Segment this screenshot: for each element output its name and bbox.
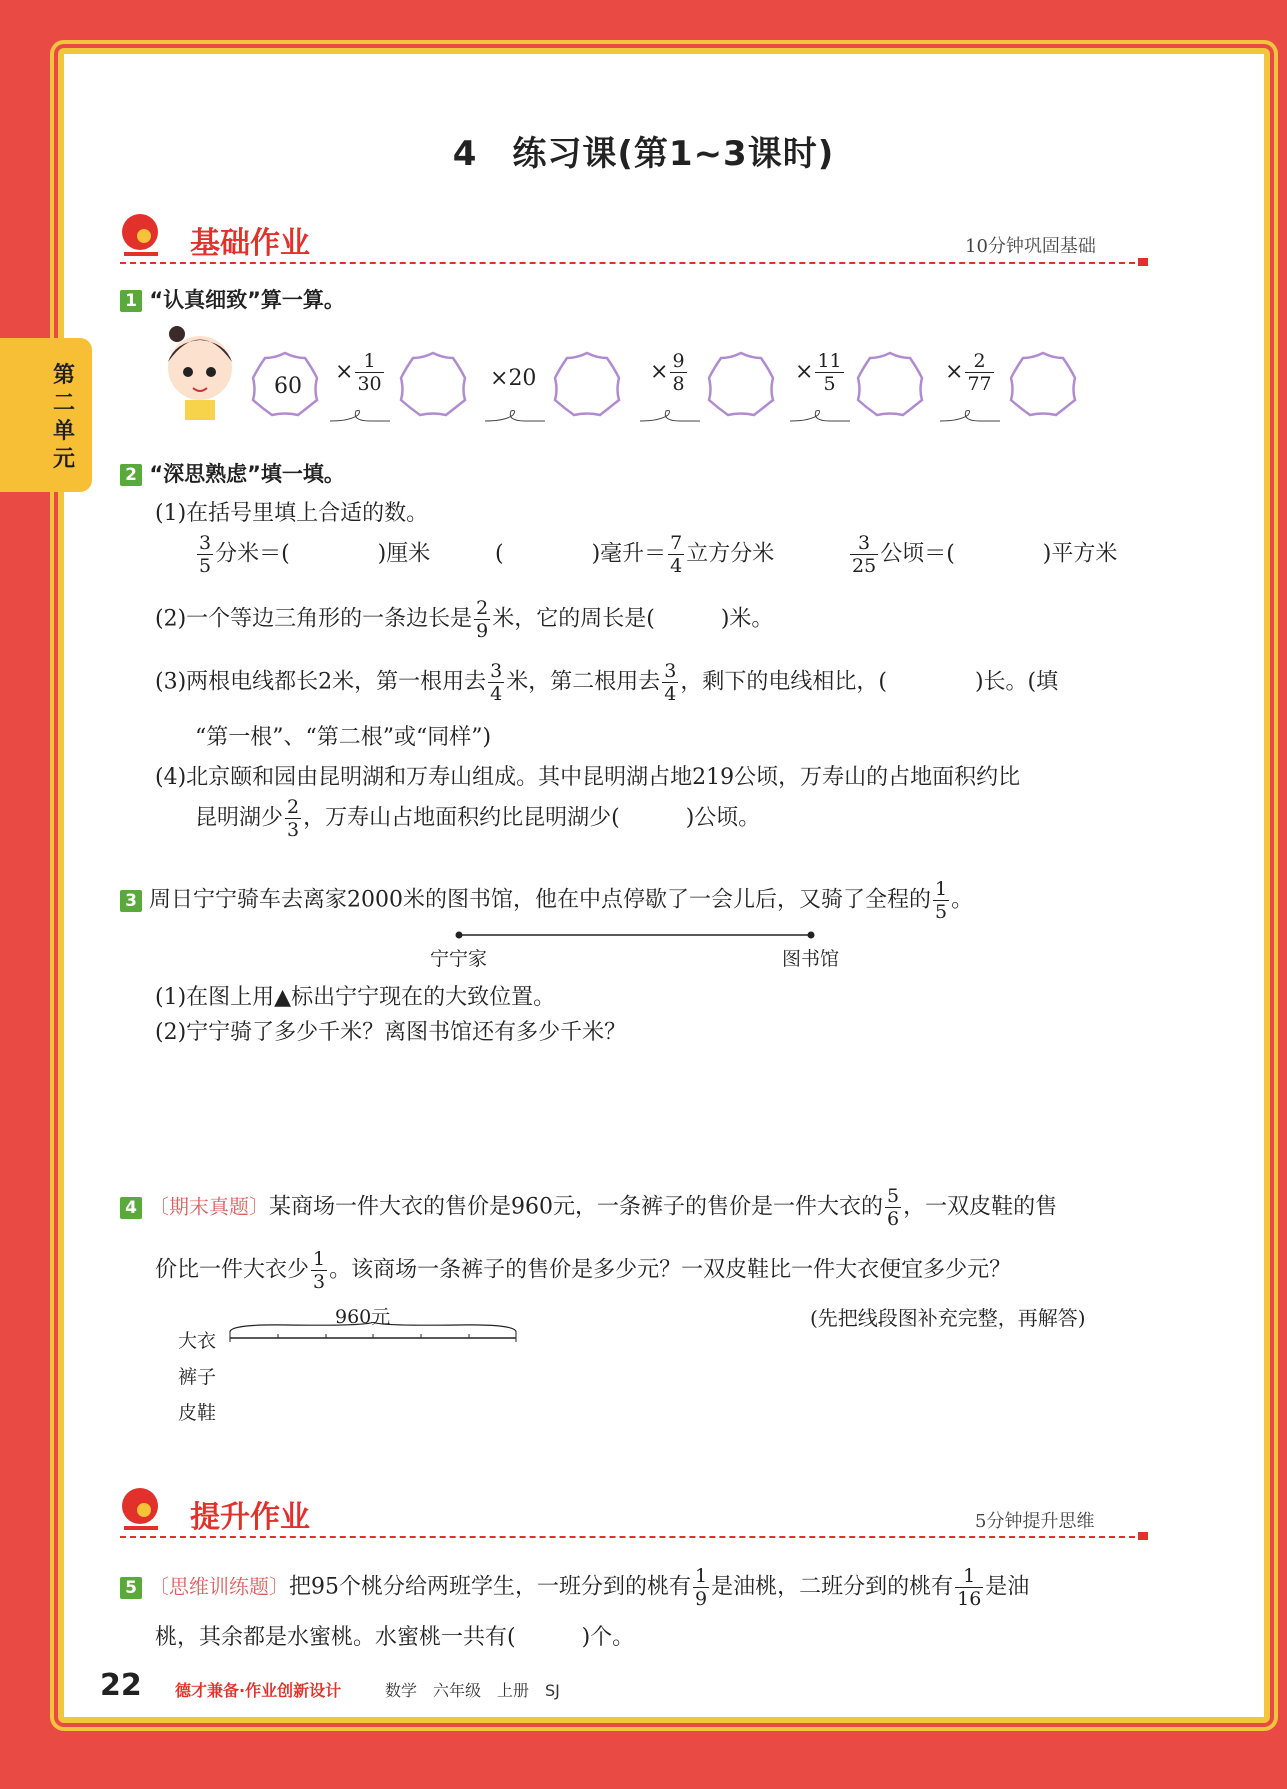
op-3: × $\frac{9}{8}$	[650, 350, 685, 395]
question-number: 5	[120, 1577, 142, 1599]
segment-diagram[interactable]	[228, 1322, 518, 1344]
squiggle-icon	[640, 407, 700, 427]
q3-part1: (1)在图上用▲标出宁宁现在的大致位置。	[155, 985, 556, 1010]
question-number: 2	[120, 464, 142, 486]
page-title: 4 练习课(第1~3课时)	[452, 134, 835, 174]
flower-frame-icon	[706, 350, 776, 420]
q3-part2: (2)宁宁骑了多少千米？离图书馆还有多少千米？	[155, 1020, 627, 1045]
question-1-title: “认真细致”算一算。	[149, 288, 345, 312]
q2-part2: (2)一个等边三角形的一条边长是 $\frac{2}{9}$ 米，它的周长是( )米。	[155, 597, 774, 642]
footer-info: 数学 六年级 上册 SJ	[385, 1681, 560, 1700]
q2-part3: (3)两根电线都长2米，第一根用去 $\frac{3}{4}$ 米，第二根用去 $\frac{3}{4}$ ，剩下的电线相比，( )长。(填	[155, 660, 1059, 705]
q2-part1-c: $\frac{3}{25}$ 公顷＝( )平方米	[852, 532, 1118, 577]
question-4-line2: 价比一件大衣少 $\frac{1}{3}$ 。该商场一条裤子的售价是多少元？一双皮鞋比一件大衣便宜多少元？	[155, 1248, 1012, 1293]
question-number: 3	[120, 890, 142, 912]
flower-frame-icon	[855, 350, 925, 420]
q2-part1-a: $\frac{3}{5}$ 分米＝( )厘米	[199, 532, 431, 577]
diagram-total-label: 960元	[335, 1306, 391, 1328]
girl-avatar-icon	[155, 322, 245, 422]
question-1-heading	[120, 284, 345, 314]
lamp-icon	[118, 210, 166, 260]
unit-side-tab	[0, 338, 92, 492]
question-2-title: “深思熟虑”填一填。	[149, 462, 345, 486]
section-divider	[120, 262, 1145, 264]
question-5-line1: 5 〔思维训练题〕把95个桃分给两班学生，一班分到的桃有 $\frac{1}{9}$ 是油桃，二班分到的桃有 $\frac{1}{16}$ 是油	[120, 1565, 1029, 1610]
divider-end	[1138, 1532, 1148, 1540]
squiggle-icon	[940, 407, 1000, 427]
squiggle-icon	[485, 407, 545, 427]
section-advanced-heading: 提升作业	[190, 1500, 310, 1535]
squiggle-icon	[790, 407, 850, 427]
q2-part4-line1: (4)北京颐和园由昆明湖和万寿山组成。其中昆明湖占地219公顷，万寿山的占地面积约比	[155, 765, 1021, 790]
question-2-heading	[120, 458, 345, 488]
flower-frame-icon	[398, 350, 468, 420]
flower-frame-icon	[552, 350, 622, 420]
flower-frame-icon	[1008, 350, 1078, 420]
section-basic-heading: 基础作业	[190, 226, 310, 261]
question-number: 4	[120, 1197, 142, 1219]
page-number: 22	[100, 1668, 142, 1703]
row-label-shoes: 皮鞋	[178, 1402, 217, 1424]
start-value: 60	[274, 374, 302, 399]
q2-part1-b: ( )毫升＝ $\frac{7}{4}$ 立方分米	[495, 532, 775, 577]
q2-part1: (1)在括号里填上合适的数。	[155, 501, 429, 526]
question-number: 1	[120, 290, 142, 312]
question-4-line1: 4 〔期末真题〕某商场一件大衣的售价是960元，一条裤子的售价是一件大衣的 $\frac{5}{6}$ ，一双皮鞋的售	[120, 1185, 1057, 1230]
exam-tag: 〔期末真题〕	[149, 1194, 269, 1219]
q2-part3-options: “第一根”、“第二根”或“同样”)	[195, 725, 492, 750]
section-advanced-note: 5分钟提升思维	[975, 1511, 1095, 1532]
op-5: × $\frac{2}{77}$	[945, 350, 992, 395]
op-1: × $\frac{1}{30}$	[335, 350, 382, 395]
question-5-line2: 桃，其余都是水蜜桃。水蜜桃一共有( )个。	[155, 1625, 635, 1650]
q4-hint: (先把线段图补充完整，再解答)	[810, 1306, 1086, 1330]
section-basic-note: 10分钟巩固基础	[965, 236, 1096, 257]
lamp-icon	[118, 1484, 166, 1534]
calc-chain	[250, 342, 1090, 432]
route-start-label: 宁宁家	[430, 948, 488, 970]
q2-part4-line2: 昆明湖少 $\frac{2}{3}$ ，万寿山占地面积约比昆明湖少( )公顷。	[195, 796, 761, 841]
op-4: × $\frac{11}{5}$	[795, 350, 842, 395]
section-divider	[120, 1536, 1145, 1538]
divider-end	[1138, 258, 1148, 266]
question-3: 3 周日宁宁骑车去离家2000米的图书馆，他在中点停歇了一会儿后，又骑了全程的 $\frac{1}{5}$ 。	[120, 878, 973, 923]
unit-side-tab-label: 第二单元	[52, 363, 75, 472]
thinking-tag: 〔思维训练题〕	[149, 1574, 289, 1599]
op-2: ×20	[490, 366, 537, 391]
row-label-coat: 大衣	[178, 1330, 217, 1352]
squiggle-icon	[330, 407, 390, 427]
row-label-pants: 裤子	[178, 1366, 217, 1388]
route-line[interactable]	[455, 928, 815, 942]
route-end-label: 图书馆	[782, 948, 840, 970]
footer-brand: 德才兼备·作业创新设计	[175, 1681, 342, 1700]
